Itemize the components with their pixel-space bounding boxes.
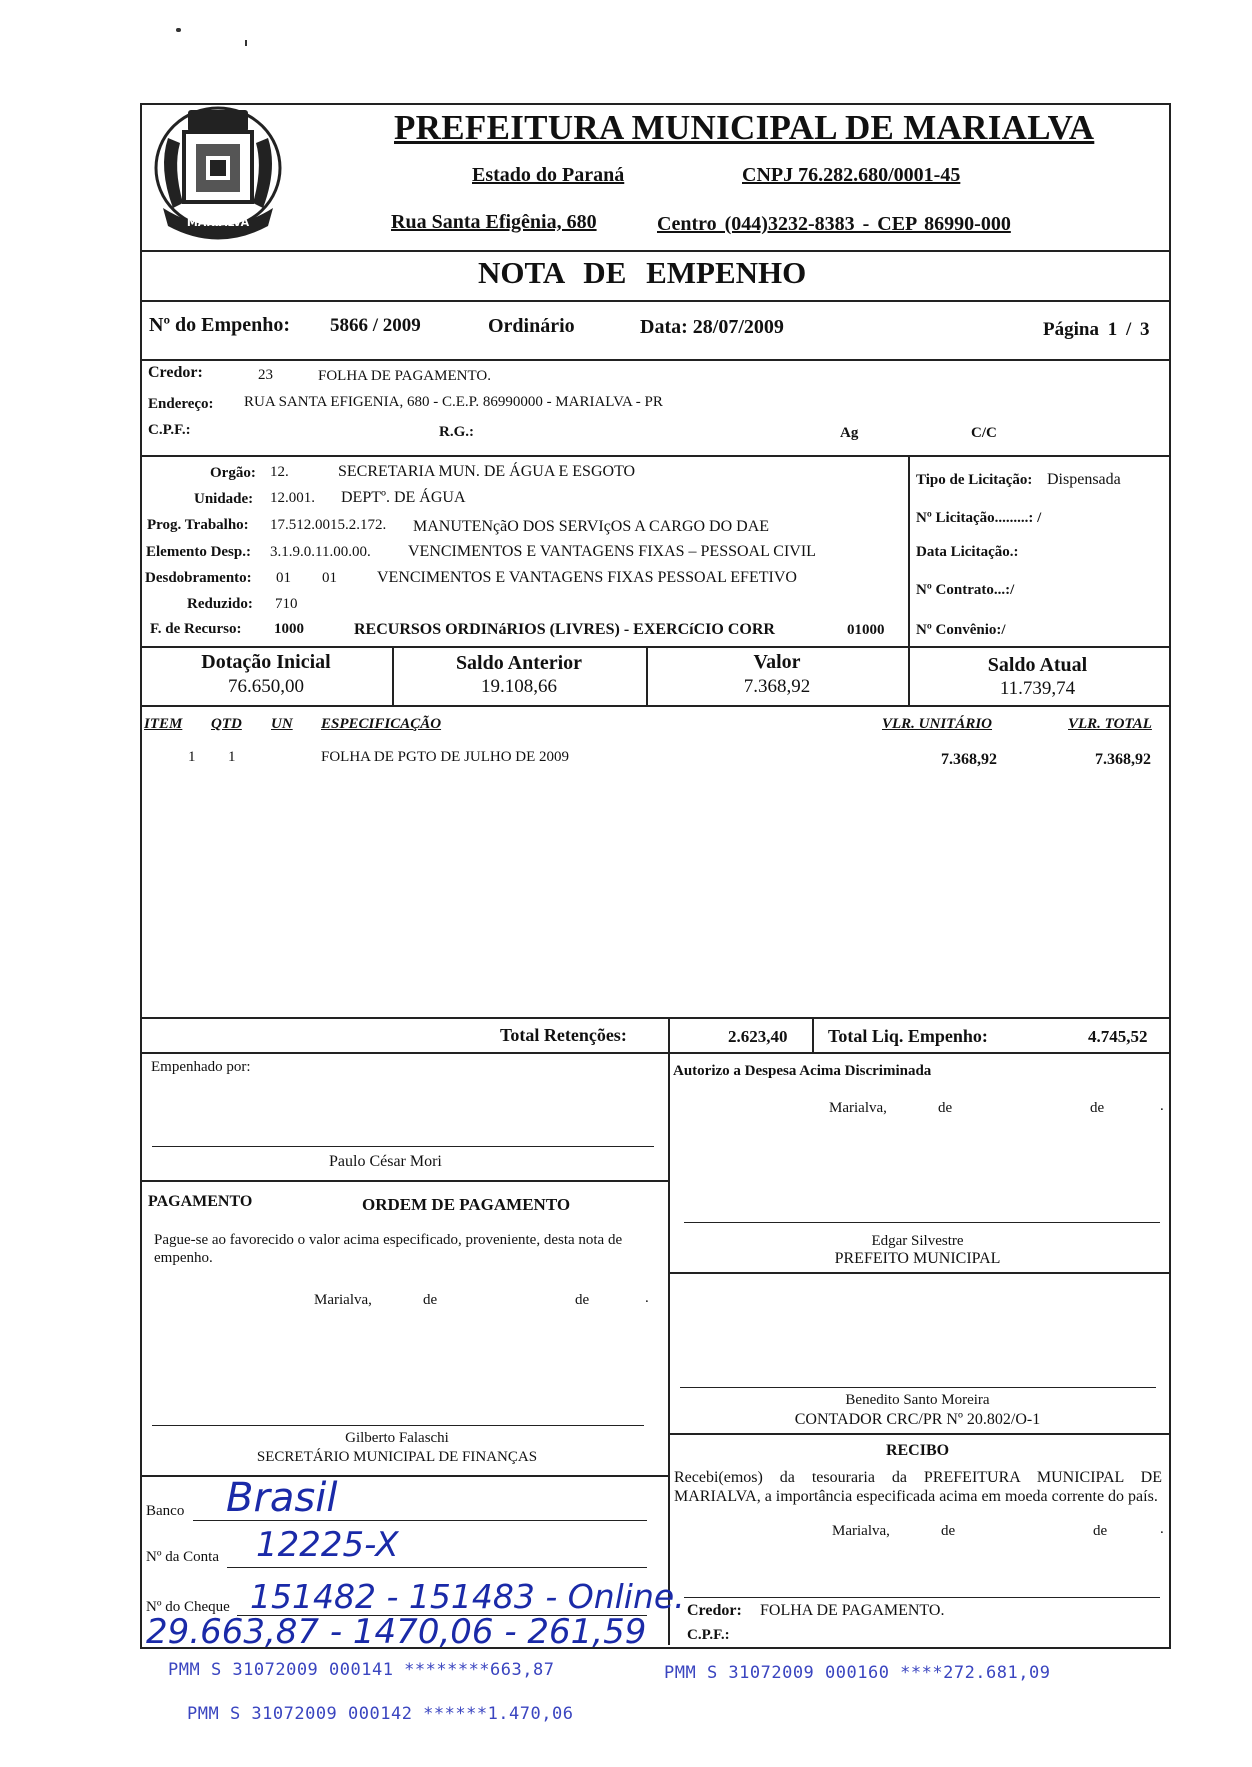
col-vlr-total: VLR. TOTAL [1068,716,1152,732]
conta-label: Nº da Conta [146,1549,219,1565]
valor-label: Valor [753,651,801,673]
empenho-date: Data: 28/07/2009 [640,316,784,338]
empenho-type: Ordinário [488,315,575,337]
header-contact: Centro (044)3232-8383 - CEP 86990-000 [657,213,1011,235]
secretario-title: SECRETÁRIO MUNICIPAL DE FINANÇAS [256,1449,538,1465]
licitacao-tipo-label: Tipo de Licitação: [916,472,1033,488]
licitacao-date: Data Licitação.: [916,544,1019,560]
autorizo-de2: de [1090,1100,1105,1116]
scan-mark [245,40,247,46]
recibo-label: RECIBO [885,1442,950,1459]
desdobramento-label: Desdobramento: [145,570,252,586]
cheque-values-handwritten: 29.663,87 - 1470,06 - 261,59 [146,1612,647,1652]
credor-code: 23 [258,367,273,383]
bank-stamp-3: PMM S 31072009 000142 ******1.470,06 [187,1704,574,1724]
col-qtd: QTD [211,716,242,732]
valor-value: 7.368,92 [743,676,811,697]
recurso-label: F. de Recurso: [150,621,242,637]
prefeito-title: PREFEITO MUNICIPAL [834,1250,1001,1267]
autorizo-dot: . [1160,1098,1164,1114]
recibo-de1: de [941,1523,956,1539]
autorizo-de1: de [938,1100,953,1116]
licitacao-number: Nº Licitação.........: / [916,510,1042,526]
total-liquido-value: 4.745,52 [1088,1027,1148,1046]
empenhado-signer: Paulo César Mori [329,1153,442,1170]
recurso-code2: 01000 [847,622,885,638]
conta-handwritten: 12225-X [256,1525,399,1565]
unidade-name: DEPTº. DE ÁGUA [341,489,466,506]
saldo-atual-label: Saldo Atual [987,654,1088,676]
header-state: Estado do Paraná [472,164,625,186]
row-vlr-unitario: 7.368,92 [941,751,997,768]
dotacao-label: Dotação Inicial [201,651,331,673]
elemento-name: VENCIMENTOS E VANTAGENS FIXAS – PESSOAL CIVIL [408,543,816,560]
elemento-code: 3.1.9.0.11.00.00. [270,544,371,560]
convenio-number: Nº Convênio:/ [916,622,1006,638]
row-vlr-total: 7.368,92 [1095,751,1151,768]
recurso-code: 1000 [274,621,304,637]
autorizo-label: Autorizo a Despesa Acima Discriminada [673,1063,932,1079]
pagamento-place: Marialva, [314,1292,372,1308]
recibo-credor-label: Credor: [687,1602,742,1619]
banco-label: Banco [146,1503,185,1519]
total-liquido-label: Total Liq. Empenho: [828,1026,988,1046]
doc-title: NOTA DE EMPENHO [478,255,807,290]
prefeito-name: Edgar Silvestre [871,1233,964,1249]
header-address: Rua Santa Efigênia, 680 [391,211,597,233]
ag-label: Ag [840,425,859,441]
prog-name: MANUTENçãO DOS SERVIçOS A CARGO DO DAE [413,518,770,535]
saldo-anterior-label: Saldo Anterior [455,652,583,674]
dotacao-value: 76.650,00 [228,676,304,697]
recibo-credor-value: FOLHA DE PAGAMENTO. [760,1602,945,1619]
orgao-name: SECRETARIA MUN. DE ÁGUA E ESGOTO [338,463,636,480]
recibo-place: Marialva, [832,1523,890,1539]
reduzido-label: Reduzido: [187,596,253,612]
pagamento-text: Pague-se ao favorecido o valor acima especificado, proveniente, desta nota de empenho. [154,1232,623,1266]
recibo-cpf-label: C.P.F.: [687,1627,730,1643]
contador-title: CONTADOR CRC/PR Nº 20.802/O-1 [794,1411,1041,1428]
recibo-de2: de [1093,1523,1108,1539]
empenhado-label: Empenhado por: [151,1059,251,1075]
contrato-number: Nº Contrato...:/ [916,582,1015,598]
row-item: 1 [188,749,196,765]
total-retencoes-value: 2.623,40 [728,1027,788,1046]
saldo-anterior-value: 19.108,66 [481,676,557,697]
autorizo-place: Marialva, [829,1100,887,1116]
cpf-label: C.P.F.: [148,422,191,438]
secretario-name: Gilberto Falaschi [345,1430,449,1446]
header-title: PREFEITURA MUNICIPAL DE MARIALVA [394,108,1095,147]
contador-name: Benedito Santo Moreira [845,1392,990,1408]
pagamento-de1: de [423,1292,438,1308]
reduzido-value: 710 [275,596,298,612]
desdobramento-code1: 01 [276,570,291,586]
row-especificacao: FOLHA DE PGTO DE JULHO DE 2009 [321,749,570,765]
licitacao-tipo-value: Dispensada [1047,471,1121,488]
cheque-label: Nº do Cheque [146,1599,230,1615]
col-vlr-unitario: VLR. UNITÁRIO [882,716,993,732]
empenho-number-label: Nº do Empenho: [149,314,291,336]
endereco-label: Endereço: [148,396,214,412]
recurso-name: RECURSOS ORDINáRIOS (LIVRES) - EXERCíCIO CORR [354,621,775,638]
seal-text: MARIALVA [186,216,250,229]
saldo-atual-value: 11.739,74 [999,678,1076,699]
recibo-text: Recebi(emos) da tesouraria da PREFEITURA MUNICIPAL DE MARIALVA, a importância especificada acima em moeda corrente do país. [674,1469,1162,1505]
pagamento-de2: de [575,1292,590,1308]
header-cnpj: CNPJ 76.282.680/0001-45 [742,164,961,186]
cheque-handwritten: 151482 - 151483 - Online. [250,1577,685,1616]
bank-stamp-1: PMM S 31072009 000141 ********663,87 [168,1660,555,1680]
col-especificacao: ESPECIFICAÇÃO [321,716,442,732]
banco-handwritten: Brasil [226,1475,338,1521]
pagamento-label: PAGAMENTO [148,1193,253,1210]
desdobramento-name: VENCIMENTOS E VANTAGENS FIXAS PESSOAL EFETIVO [377,569,797,586]
ordem-pagamento-label: ORDEM DE PAGAMENTO [362,1195,571,1214]
credor-label: Credor: [148,364,203,381]
row-qtd: 1 [228,749,236,765]
pagamento-dot: . [645,1290,649,1306]
elemento-label: Elemento Desp.: [146,544,251,560]
total-retencoes-label: Total Retenções: [500,1025,627,1045]
col-un: UN [271,716,293,732]
prog-code: 17.512.0015.2.172. [270,517,387,533]
unidade-label: Unidade: [194,491,254,507]
empenho-number-value: 5866 / 2009 [330,315,421,336]
prog-label: Prog. Trabalho: [147,517,249,533]
col-item: ITEM [144,716,183,732]
scan-mark [176,28,181,32]
bank-stamp-2: PMM S 31072009 000160 ****272.681,09 [664,1663,1051,1683]
cc-label: C/C [971,425,997,441]
recibo-dot: . [1160,1521,1164,1537]
orgao-label: Orgão: [210,465,256,481]
page-indicator: Página 1 / 3 [1043,319,1150,340]
unidade-code: 12.001. [270,490,315,506]
rg-label: R.G.: [439,424,474,440]
municipal-seal [148,98,288,248]
credor-name: FOLHA DE PAGAMENTO. [318,368,491,384]
endereco-value: RUA SANTA EFIGENIA, 680 - C.E.P. 86990000 - MARIALVA - PR [244,394,663,410]
orgao-code: 12. [270,464,289,480]
desdobramento-code2: 01 [322,570,337,586]
